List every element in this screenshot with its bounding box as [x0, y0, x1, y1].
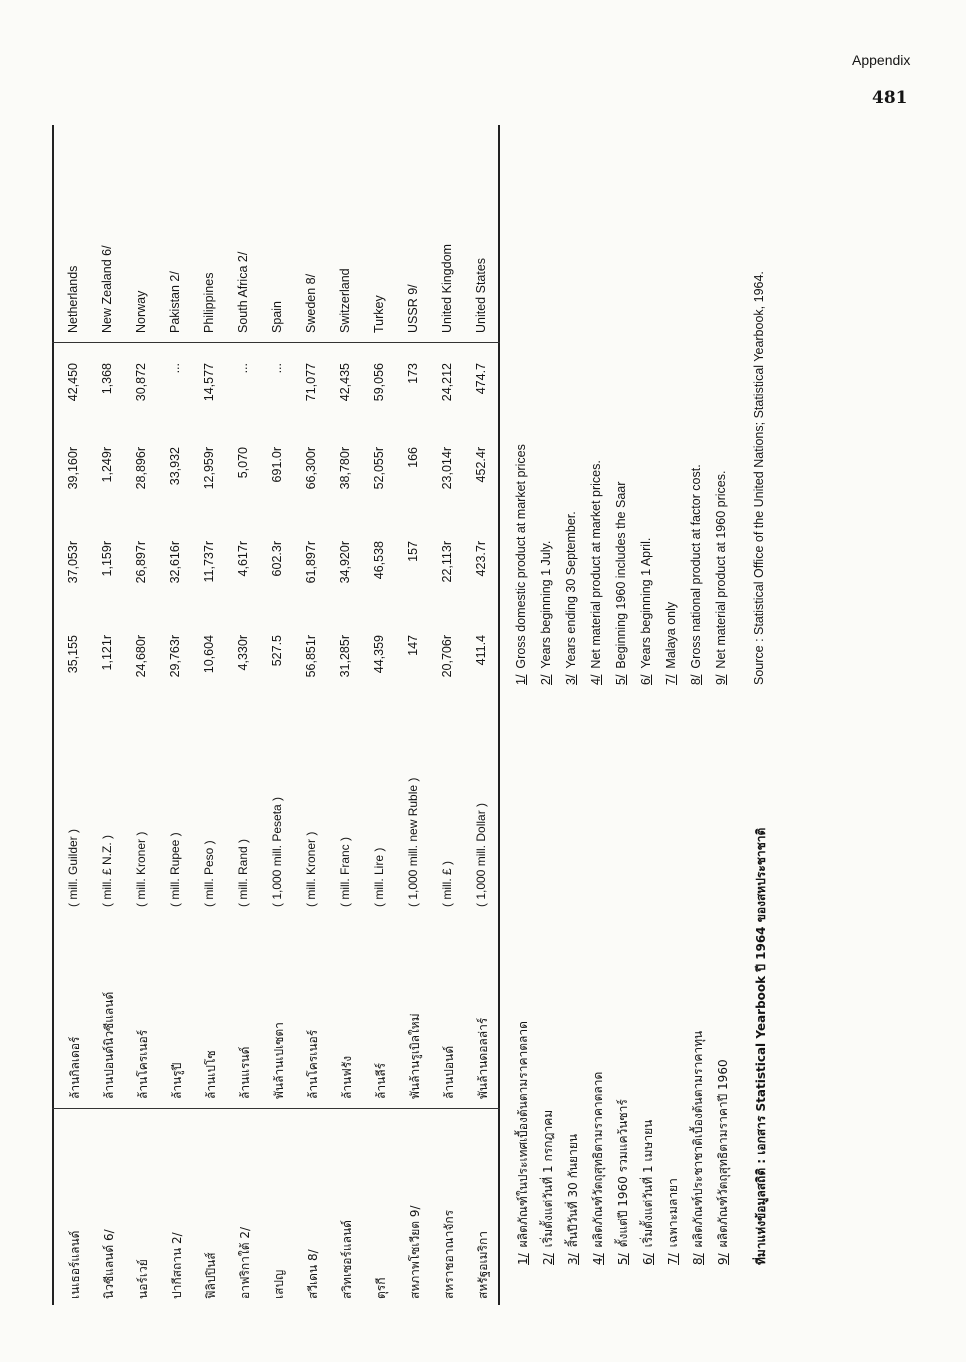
- value-col-3: 52,055r: [372, 447, 386, 490]
- value-col-1: 29,763r: [168, 635, 182, 678]
- table-row: [466, 125, 500, 1305]
- country-english: Sweden 8/: [304, 273, 318, 333]
- value-col-4: 42,435: [338, 363, 352, 402]
- unit-english: ( mill. Kroner ): [134, 831, 148, 907]
- unit-thai: ล้านรูปี: [170, 1062, 184, 1099]
- footnote-number: 8/: [689, 674, 703, 685]
- country-thai: นอร์เวย์: [136, 1259, 150, 1299]
- footnote-number: 6/: [639, 674, 653, 685]
- footnote-item: [664, 125, 678, 685]
- table-row: [296, 125, 330, 1305]
- footnote-item: [614, 785, 633, 1265]
- value-col-3: 691.0r: [270, 447, 284, 483]
- footnote-item: [514, 785, 533, 1265]
- value-col-3: 5,070: [236, 447, 250, 479]
- country-english: New Zealand 6/: [100, 245, 114, 333]
- table-top-rule: [52, 125, 54, 1305]
- footnote-text: Beginning 1960 includes the Saar: [614, 481, 628, 669]
- footnote-text: ตั้งแต่ปี 1960 รวมแคว้นซาร์: [616, 1099, 630, 1248]
- value-col-4: 42,450: [66, 363, 80, 402]
- value-col-4: 24,212: [440, 363, 454, 402]
- table-row: [228, 125, 262, 1305]
- unit-thai: ล้านโครเนอร์: [136, 1029, 150, 1099]
- footnote-text: ผลิตภัณฑ์ประชาชาติเบื้องต้นตามราคาทุน: [691, 1030, 705, 1248]
- footnote-text: Years beginning 1 July.: [539, 540, 553, 669]
- country-thai: สหราชอาณาจักร: [442, 1209, 456, 1299]
- value-col-2: 157: [406, 541, 420, 562]
- value-col-3: 23,014r: [440, 447, 454, 490]
- country-english: South Africa 2/: [236, 251, 250, 333]
- table-row: [398, 125, 432, 1305]
- country-thai: ฟิลิปปินส์: [204, 1252, 218, 1299]
- value-col-1: 56,851r: [304, 635, 318, 678]
- footnote-number: 9/: [714, 674, 728, 685]
- country-thai: สวีเดน 8/: [306, 1249, 320, 1299]
- footnote-item: [539, 125, 553, 685]
- table-row: [58, 125, 92, 1305]
- unit-thai: ล้านลีร์: [374, 1062, 388, 1099]
- footnote-text: Gross national product at factor cost.: [689, 464, 703, 669]
- value-col-4: 173: [406, 363, 420, 384]
- value-col-3: 33,932: [168, 447, 182, 486]
- country-english: Switzerland: [338, 268, 352, 333]
- country-thai: นิวซีแลนด์ 6/: [102, 1229, 116, 1299]
- footnote-number: 7/: [666, 1253, 680, 1265]
- table-row: [160, 125, 194, 1305]
- footnote-item: [714, 125, 728, 685]
- table-row: [194, 125, 228, 1305]
- footnote-item: [689, 125, 703, 685]
- table-row: [432, 125, 466, 1305]
- unit-thai: ล้านฟรัง: [340, 1055, 354, 1099]
- value-col-2: 11,737r: [202, 541, 216, 583]
- value-col-1: 4,330r: [236, 635, 250, 671]
- value-col-1: 44,359: [372, 635, 386, 674]
- value-col-4: 1,368: [100, 363, 114, 395]
- table-row: [262, 125, 296, 1305]
- footnote-number: 8/: [691, 1253, 705, 1265]
- footnote-number: 6/: [641, 1253, 655, 1265]
- unit-thai: ล้านปอนด์นิวซีแลนด์: [102, 991, 116, 1099]
- country-english: Philippines: [202, 272, 216, 333]
- footnote-item: [564, 125, 578, 685]
- value-col-1: 24,680r: [134, 635, 148, 678]
- value-col-3: 38,780r: [338, 447, 352, 490]
- footnote-text: Malaya only: [664, 601, 678, 669]
- footnote-number: 2/: [541, 1253, 555, 1265]
- unit-thai: พันล้านเปเซตา: [272, 1022, 286, 1099]
- country-thai: สวิทเซอร์แลนด์: [340, 1220, 354, 1299]
- unit-english: ( mill. Franc ): [338, 837, 352, 907]
- appendix-label: Appendix: [852, 52, 911, 68]
- footnote-item: [664, 785, 683, 1265]
- footnote-number: 1/: [516, 1253, 530, 1265]
- value-col-2: 37,053r: [66, 541, 80, 584]
- footnote-text: เฉพาะมลายา: [666, 1178, 680, 1248]
- footnote-number: 1/: [514, 674, 528, 685]
- country-thai: ตุรกี: [374, 1277, 388, 1299]
- footnote-number: 5/: [614, 674, 628, 685]
- unit-english: ( mill. Rupee ): [168, 832, 182, 907]
- unit-thai: พันล้านรูเบิลใหม่: [408, 1013, 422, 1099]
- value-col-4: 30,872: [134, 363, 148, 402]
- unit-english: ( mill. Lire ): [372, 847, 386, 907]
- rotated-table-sheet: [52, 125, 772, 1305]
- country-thai: สหภาพโซเวียต 9/: [408, 1205, 422, 1299]
- unit-english: ( mill. Rand ): [236, 838, 250, 907]
- footnote-item: [564, 785, 583, 1265]
- footnote-text: Gross domestic product at market prices: [514, 444, 528, 669]
- gdp-table: [52, 125, 500, 1305]
- value-col-3: 1,249r: [100, 447, 114, 483]
- value-col-2: 22,113r: [440, 541, 454, 583]
- unit-english: ( 1,000 mill. Peseta ): [270, 796, 284, 907]
- footnote-item: [614, 125, 628, 685]
- footnote-number: 3/: [564, 674, 578, 685]
- table-row: [364, 125, 398, 1305]
- footnote-item: [639, 125, 653, 685]
- value-col-3: 166: [406, 447, 420, 468]
- footnote-item: [539, 785, 558, 1265]
- value-col-4: 474.7: [474, 363, 488, 395]
- unit-english: ( mill. Peso ): [202, 840, 216, 907]
- table-row: [330, 125, 364, 1305]
- value-col-4: 71,077: [304, 363, 318, 402]
- value-col-2: 4,617r: [236, 541, 250, 577]
- value-col-1: 31,285r: [338, 635, 352, 678]
- value-col-1: 411.4: [474, 635, 488, 666]
- country-english: Spain: [270, 301, 284, 333]
- unit-english: ( mill. Guilder ): [66, 828, 80, 907]
- value-col-1: 527.5: [270, 635, 284, 667]
- country-thai: เสปญ: [272, 1269, 286, 1299]
- footnote-number: 3/: [566, 1253, 580, 1265]
- country-english: Pakistan 2/: [168, 271, 182, 333]
- footnote-item: [589, 125, 603, 685]
- country-thai: อาฟริกาใต้ 2/: [238, 1226, 252, 1299]
- footnote-item: [514, 125, 528, 685]
- value-col-2: 602.3r: [270, 541, 284, 577]
- footnote-text: ผลิตภัณฑ์วัตถุสุทธิตามราคาตลาด: [591, 1071, 605, 1248]
- country-english: United States: [474, 257, 488, 333]
- country-thai: ปากีสถาน 2/: [170, 1232, 184, 1299]
- country-english: Turkey: [372, 295, 386, 333]
- footnote-number: 9/: [716, 1253, 730, 1265]
- unit-thai: ล้านแรนด์: [238, 1046, 252, 1099]
- value-col-1: 10,604: [202, 635, 216, 674]
- footnote-number: 2/: [539, 674, 553, 685]
- value-col-2: 34,920r: [338, 541, 352, 584]
- footnote-text: เริ่มตั้งแต่วันที่ 1 กรกฎาคม: [541, 1109, 555, 1248]
- value-col-1: 20,706r: [440, 635, 454, 678]
- footnote-text: สิ้นปีวันที่ 30 กันยายน: [566, 1133, 580, 1248]
- country-english: Norway: [134, 290, 148, 333]
- source-thai: ที่มาแห่งข้อมูลสถิติ : เอกสาร Statistical Yearbook ปี 1964 ของสหประชาชาติ: [754, 827, 768, 1265]
- footnote-item: [714, 785, 733, 1265]
- value-col-3: 39,160r: [66, 447, 80, 490]
- footnote-text: Years ending 30 September.: [564, 511, 578, 669]
- value-col-4: 59,056: [372, 363, 386, 402]
- unit-thai: ล้านเปโซ: [204, 1050, 218, 1099]
- unit-thai: ล้านกิลเดอร์: [68, 1036, 82, 1099]
- value-col-1: 35,155: [66, 635, 80, 674]
- unit-thai: ล้านโครเนอร์: [306, 1029, 320, 1099]
- value-col-3: 66,300r: [304, 447, 318, 490]
- table-row: [126, 125, 160, 1305]
- unit-english: ( 1,000 mill. new Ruble ): [406, 777, 420, 907]
- footnote-item: [639, 785, 658, 1265]
- country-english: USSR 9/: [406, 284, 420, 333]
- footnote-text: ผลิตภัณฑ์ในประเทศเบื้องต้นตามราคาตลาด: [516, 1021, 530, 1248]
- value-col-1: 147: [406, 635, 420, 656]
- unit-english: ( mill. £ ): [440, 861, 454, 907]
- value-col-4: ...: [168, 363, 182, 374]
- footnote-number: 4/: [591, 1253, 605, 1265]
- value-col-4: ...: [270, 363, 284, 374]
- unit-english: ( mill. Kroner ): [304, 831, 318, 907]
- footnote-text: เริ่มตั้งแต่วันที่ 1 เมษายน: [641, 1119, 655, 1248]
- value-col-2: 61,897r: [304, 541, 318, 584]
- value-col-2: 1,159r: [100, 541, 114, 577]
- value-col-2: 46,538: [372, 541, 386, 580]
- value-col-2: 26,897r: [134, 541, 148, 584]
- footnote-text: ผลิตภัณฑ์วัตถุสุทธิตามราคาปี 1960: [716, 1059, 730, 1248]
- value-col-3: 28,896r: [134, 447, 148, 490]
- footnote-number: 7/: [664, 674, 678, 685]
- footnote-number: 4/: [589, 674, 603, 685]
- table-row: [92, 125, 126, 1305]
- footnote-item: [689, 785, 708, 1265]
- value-col-2: 423.7r: [474, 541, 488, 577]
- value-col-4: 14,577: [202, 363, 216, 402]
- value-col-3: 452.4r: [474, 447, 488, 483]
- source-english: Source : Statistical Office of the United Nations; Statistical Yearbook, 1964.: [752, 271, 766, 685]
- footnote-text: Years beginning 1 April.: [639, 537, 653, 669]
- unit-english: ( mill. £ N.Z. ): [100, 835, 114, 907]
- page-number: 481: [872, 88, 908, 108]
- unit-thai: พันล้านดอลล่าร์: [476, 1017, 490, 1099]
- value-col-3: 12,959r: [202, 447, 216, 490]
- unit-thai: ล้านปอนด์: [442, 1045, 456, 1099]
- country-english: United Kingdom: [440, 244, 454, 333]
- country-thai: เนเธอร์แลนด์: [68, 1230, 82, 1299]
- footnote-text: Net material product at 1960 prices.: [714, 470, 728, 669]
- value-col-1: 1,121r: [100, 635, 114, 671]
- footnote-item: [589, 785, 608, 1265]
- footnote-number: 5/: [616, 1253, 630, 1265]
- unit-english: ( 1,000 mill. Dollar ): [474, 802, 488, 907]
- country-thai: สหรัฐอเมริกา: [476, 1231, 490, 1299]
- footnotes: [514, 125, 768, 1305]
- footnote-text: Net material product at market prices.: [589, 460, 603, 669]
- value-col-2: 32,616r: [168, 541, 182, 584]
- country-english: Netherlands: [66, 265, 80, 333]
- value-col-4: ...: [236, 363, 250, 374]
